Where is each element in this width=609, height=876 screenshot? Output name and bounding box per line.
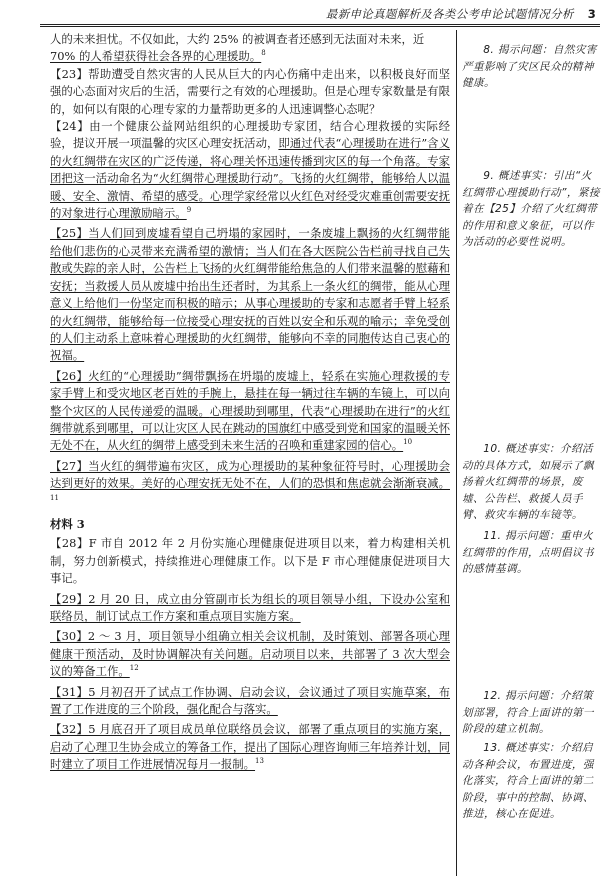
- paragraph-32: [50, 721, 450, 773]
- p24-c: 专家团把这一活动命名为“火红绸带心理援助行动”。飞扬的火红绸带，能够给人以温暖、安全、激情、希望的感受。心理学家经常以火红色对经受灾难重创需要安抚的对象进行心理激励暗示。: [50, 153, 450, 221]
- note-13-text: 13. 概述事实：介绍启动各种会议，布置进度，强化落实，符合上面讲的第二阶段，事中的控制、协调、推进，核心在促进。: [462, 742, 594, 821]
- paragraph-27: [50, 458, 450, 510]
- p31-text: 【31】5 月初召开了试点工作协调、启动会议，会议通过了项目实施草案，布置了工作进度的三个阶段，强化配合与落实。: [50, 684, 450, 717]
- note-8-text: 8. 揭示问题：自然灾害严重影响了灾区民众的精神健康。: [462, 44, 597, 90]
- footnote-8: 8: [261, 49, 266, 58]
- paragraph-31: [50, 684, 450, 719]
- note-10-text: 10. 概述事实：介绍活动的具体方式，如展示了飘扬着火红绸带的场景，废墟、公告栏、救援人员手臂、救灾车辆的车镜等。: [462, 443, 594, 522]
- note-11-text: 11. 揭示问题：重申火红绸带的作用，点明倡议书的感情基调。: [462, 530, 594, 576]
- p26-a: 【26】火红的“心理援助”绸带飘扬在坍塌的废墟上，轻系在实施心理救援的专家手臂上和受灾地区老百姓的手腕上，悬挂在每一辆过往车辆的车镜上，可以向整个灾区的人民传递爱的温暖。: [50, 368, 450, 418]
- page-number: 3: [587, 7, 596, 21]
- p28-text: 【28】F 市自 2012 年 2 月份实施心理健康促进项目以来，着力构建相关机制，努力创新模式，持续推进心理健康工作。以下是 F 市心理健康促进项目大事记。: [50, 536, 450, 586]
- line-2: 70% 的人希望获得社会各界的心理援助。: [50, 49, 262, 64]
- paragraph-26: [50, 368, 450, 455]
- column-divider: [456, 30, 457, 876]
- header-rule: [40, 26, 600, 27]
- p26-b: 心理援助到哪里，代表“心理援助在进行”的火红绸带就系到哪里，可以让灾区人民在跳动的国旗红中感受到党和国家的温暖关怀无处不在，从火红的绸带上感受到未来生活的召唤和重建家园的信心。: [50, 403, 450, 453]
- footnote-12: 12: [129, 664, 139, 673]
- paragraph-25: [50, 225, 450, 364]
- p27-text: 【27】当火红的绸带遍布灾区，成为心理援助的某种象征符号时，心理援助会达到更好的效果。美好的心理安抚无处不在，人们的恐惧和焦虑就会渐渐衰减。: [50, 458, 450, 491]
- side-note-10: [462, 441, 600, 524]
- paragraph-29: [50, 591, 450, 626]
- p23-text: 【23】帮助遭受自然灾害的人民从巨大的内心伤痛中走出来，以积极良好而坚强的心态面对灾后的生活，需要行之有效的心理援助。但是心理专家数量是有限的，如何以有限的心理专家的力量帮助更多的人迅速调整心态呢？: [50, 66, 450, 116]
- p24-a: 【24】由一个健康公益网站组织的心理援助专家团，结合心理救援的实际经验，提议开展一项温馨的灾区心理安抚活动，: [50, 119, 450, 151]
- line-1: 人的未来担忧。不仅如此，大约 25% 的被调查者还感到无法面对未来，近: [50, 32, 425, 46]
- side-note-11: [462, 528, 600, 578]
- main-column: [50, 31, 450, 774]
- header-title: [326, 6, 596, 22]
- paragraph-30: [50, 628, 450, 680]
- note-12-text: 12. 揭示问题：介绍策划部署，符合上面讲的第一阶段的建立机制。: [462, 690, 594, 736]
- note-9-text: 9. 概述事实：引出“火红绸带心理援助行动”，紧接着在【25】介绍了火红绸带的作用和意义象征，可以作为活动的必要性说明。: [462, 170, 600, 249]
- footnote-10: 10: [403, 438, 413, 447]
- side-note-12: [462, 688, 600, 738]
- p25-text: 【25】当人们回到废墟看望自己坍塌的家园时，一条废墟上飘扬的火红绸带能给他们悲伤的心灵带来充满希望的激情；当人们在各大医院公告栏前寻找自己失散或失踪的亲人时，公告栏上飞扬的火红绸带能给焦急的人们带来温馨的慰藉和安抚；当救援人员从废墟中抬出生还者时，为其系上一条火红的绸带，能从心理意义上给他们一份坚定而积极的暗示；从事心理援助的专家和志愿者手臂上轻系的火红绸带，能够给每一位接受心理安抚的百姓以安全和乐观的喻示；幸免受创的人们主动系上意味着心理援助的火红绸带，能够向不幸的同胞传达自己衷心的祝福。: [50, 226, 450, 363]
- paragraph-28: [50, 535, 450, 587]
- paragraph-24: [50, 118, 450, 222]
- text-line: [50, 48, 450, 65]
- footnote-13: 13: [255, 757, 264, 766]
- footnote-9: 9: [186, 206, 192, 215]
- header-title-text: 最新申论真题解析及各类公考申论试题情况分析: [325, 7, 574, 21]
- side-note-9: [462, 168, 600, 251]
- side-note-8: [462, 42, 600, 92]
- side-note-13: [462, 740, 600, 823]
- page-header: [40, 4, 600, 25]
- paragraph-23: [50, 66, 450, 118]
- p29-text: 【29】2 月 20 日，成立由分管副市长为组长的项目领导小组，下设办公室和联络员，制订试点工作方案和重点项目实施方案。: [50, 591, 450, 623]
- p30-text: 【30】2 ～ 3 月，项目领导小组确立相关会议机制，及时策划、部署各项心理健康干预活动，及时协调解决有关问题。启动项目以来，共部署了 3 次大型会议的筹备工作。: [50, 629, 450, 679]
- p24-b: 即通过代表“心理援助在进行”含义的火红绸带在灾区的广泛传递，将心理关怀迅速传播到灾区的每一个角落。: [50, 136, 450, 168]
- material-heading: 材料 3: [50, 516, 85, 531]
- p32-text: 【32】5 月底召开了项目成员单位联络员会议，部署了重点项目的实施方案，启动了心理卫生协会成立的筹备工作，提出了国际心理咨询师三年培养计划，同时建立了项目工作进展情况每月一报制。: [50, 722, 450, 772]
- footnote-11: 11: [50, 493, 59, 502]
- text-line: [50, 31, 450, 48]
